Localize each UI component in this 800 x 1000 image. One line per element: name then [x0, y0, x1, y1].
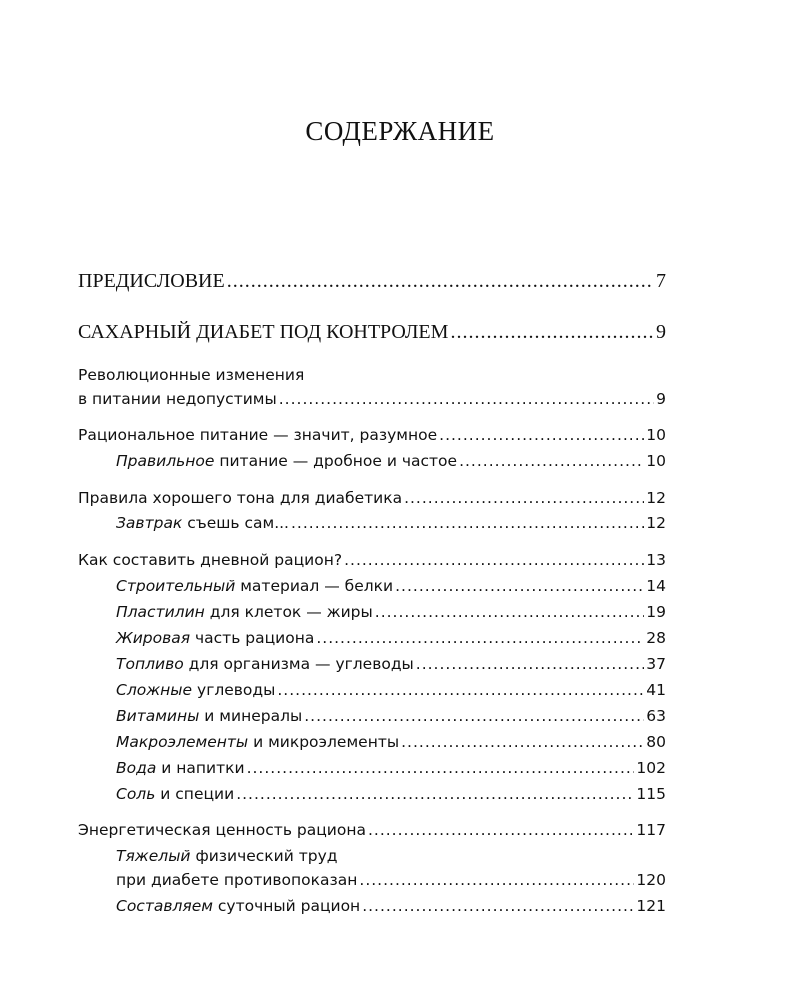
toc-entry-chapter[interactable]: [78, 489, 666, 515]
toc-entry-page: 7: [656, 270, 666, 292]
toc-entry-chapter[interactable]: [78, 390, 666, 416]
toc-entry-title: при диабете противопоказан: [116, 871, 358, 889]
toc-entry-page: 102: [636, 759, 666, 777]
toc-entry-section[interactable]: [116, 871, 666, 897]
toc-entry-part[interactable]: [78, 321, 666, 347]
dot-leader: [247, 759, 635, 777]
toc-entry-title: Макроэлементы и микроэлементы: [116, 733, 400, 751]
toc-entry-page: 9: [656, 390, 666, 408]
toc-entry-chapter[interactable]: [78, 551, 666, 577]
toc-entry-title: Сложные углеводы: [116, 681, 276, 699]
dot-leader: [359, 871, 634, 889]
toc-entry-title: Правила хорошего тона для диабетика: [78, 489, 403, 507]
toc-entry-page: 117: [636, 821, 666, 839]
toc-entry-page: 13: [646, 551, 666, 569]
toc-entry-section[interactable]: [116, 577, 666, 603]
toc-entry-page: 63: [646, 707, 666, 725]
toc-entry-page: 37: [646, 655, 666, 673]
toc-entry-section[interactable]: [116, 629, 666, 655]
dot-leader: [395, 577, 644, 595]
toc-entry-title: Тяжелый физический труд: [116, 847, 338, 865]
dot-leader: [236, 785, 634, 803]
dot-leader: [439, 426, 644, 444]
toc-entry-section[interactable]: [116, 452, 666, 478]
toc-entry-page: 10: [646, 452, 666, 470]
toc-entry-section[interactable]: [116, 897, 666, 923]
dot-leader: [304, 707, 644, 725]
toc-entry-section[interactable]: [116, 603, 666, 629]
toc-entry-title: Рациональное питание — значит, разумное: [78, 426, 438, 444]
toc-entry-title: Строительный материал — белки: [116, 577, 394, 595]
toc-entry-chapter[interactable]: [78, 426, 666, 452]
dot-leader: [279, 390, 654, 408]
toc-entry-page: 12: [646, 489, 666, 507]
toc-entry-page: 10: [646, 426, 666, 444]
dot-leader: [375, 603, 645, 621]
toc-entry-title: Жировая часть рациона: [116, 629, 315, 647]
toc-entry-section[interactable]: [116, 681, 666, 707]
toc-entry-page: 115: [636, 785, 666, 803]
dot-leader: [416, 655, 644, 673]
toc-entry-title: Составляем суточный рацион: [116, 897, 361, 915]
dot-leader: [344, 551, 644, 569]
toc-entry-title: Топливо для организма — углеводы: [116, 655, 414, 673]
toc-entry-title: Витамины и минералы: [116, 707, 303, 725]
dot-leader: [277, 681, 644, 699]
toc-entry-page: 12: [646, 514, 666, 532]
dot-leader: [401, 733, 644, 751]
dot-leader: [291, 514, 644, 532]
toc-entry-title: Вода и напитки: [116, 759, 245, 777]
toc-entry-page: 19: [646, 603, 666, 621]
toc-entry-section[interactable]: [116, 514, 666, 540]
toc-entry-page: 120: [636, 871, 666, 889]
toc-entry-title: Энергетическая ценность рациона: [78, 821, 366, 839]
toc-entry-section[interactable]: [116, 655, 666, 681]
toc-entry-line[interactable]: [116, 847, 338, 873]
dot-leader: [404, 489, 644, 507]
toc-entry-title: Завтрак съешь сам...: [116, 514, 289, 532]
toc-entry-title: Как составить дневной рацион?: [78, 551, 343, 569]
toc-entry-title: Соль и специи: [116, 785, 235, 803]
toc-entry-section[interactable]: [116, 707, 666, 733]
toc-entry-page: 28: [646, 629, 666, 647]
toc-entry-section[interactable]: [116, 759, 666, 785]
toc-entry-page: 14: [646, 577, 666, 595]
toc-entry-page: 80: [646, 733, 666, 751]
toc-entry-section[interactable]: [116, 733, 666, 759]
toc-entry-title: Правильное питание — дробное и частое: [116, 452, 458, 470]
dot-leader: [459, 452, 644, 470]
toc-entry-title: САХАРНЫЙ ДИАБЕТ ПОД КОНТРОЛЕМ: [78, 321, 449, 343]
dot-leader: [450, 321, 654, 344]
dot-leader: [362, 897, 634, 915]
toc-entry-page: 41: [646, 681, 666, 699]
toc-entry-page: 121: [636, 897, 666, 915]
toc-entry-section[interactable]: [116, 785, 666, 811]
toc-entry-title: Революционные изменения: [78, 366, 305, 384]
toc-entry-title: в питании недопустимы: [78, 390, 277, 408]
toc-entry-title: Пластилин для клеток — жиры: [116, 603, 373, 621]
toc-entry-chapter[interactable]: [78, 821, 666, 847]
dot-leader: [227, 270, 654, 293]
dot-leader: [316, 629, 644, 647]
dot-leader: [368, 821, 634, 839]
toc-entry-title: ПРЕДИСЛОВИЕ: [78, 270, 225, 292]
toc-entry-line[interactable]: [78, 366, 304, 392]
toc-entry-page: 9: [656, 321, 666, 343]
toc-entry-preface[interactable]: [78, 270, 666, 296]
page-title: СОДЕРЖАНИЕ: [305, 116, 495, 146]
